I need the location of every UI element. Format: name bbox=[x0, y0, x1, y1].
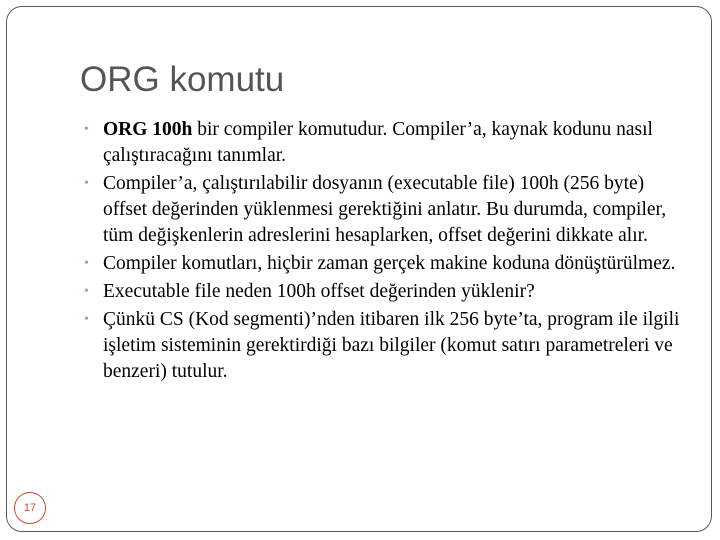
bullet-text: Compiler komutları, hiçbir zaman gerçek makine koduna dönüştürülmez. bbox=[103, 253, 676, 274]
bullet-icon: • bbox=[84, 176, 89, 191]
bullet-icon: • bbox=[84, 312, 89, 327]
bullet-item bbox=[84, 117, 688, 169]
bullet-text: Çünkü CS (Kod segmenti)’nden itibaren ilk 256 byte’ta, program ile ilgili işletim sisteminin gerektirdiği bazı bilgiler (komut satırı parametreleri ve benzeri) tutulur. bbox=[103, 309, 680, 382]
bullet-icon: • bbox=[84, 284, 89, 299]
slide-title: ORG komutu bbox=[80, 60, 285, 99]
bullet-item bbox=[84, 279, 688, 305]
bullet-item bbox=[84, 171, 688, 249]
bullet-text: Executable file neden 100h offset değerinden yüklenir? bbox=[103, 281, 535, 302]
bullet-text: bir compiler komutudur. Compiler’a, kaynak kodunu nasıl çalıştıracağını tanımlar. bbox=[103, 119, 653, 166]
bullet-icon: • bbox=[84, 122, 89, 137]
bullet-text: Compiler’a, çalıştırılabilir dosyanın (executable file) 100h (256 byte) offset değerinden yüklenmesi gerektiğini anlatır. Bu durumda, compiler, tüm değişkenlerin adreslerini hesaplarken, offset değerini dikkate alır. bbox=[103, 173, 667, 246]
bullet-icon: • bbox=[84, 256, 89, 271]
bullet-bold-prefix: ORG 100h bbox=[103, 119, 193, 140]
bullet-item bbox=[84, 307, 688, 385]
page-number: 17 bbox=[14, 492, 46, 524]
bullet-item bbox=[84, 251, 688, 277]
bullet-list bbox=[84, 117, 688, 387]
